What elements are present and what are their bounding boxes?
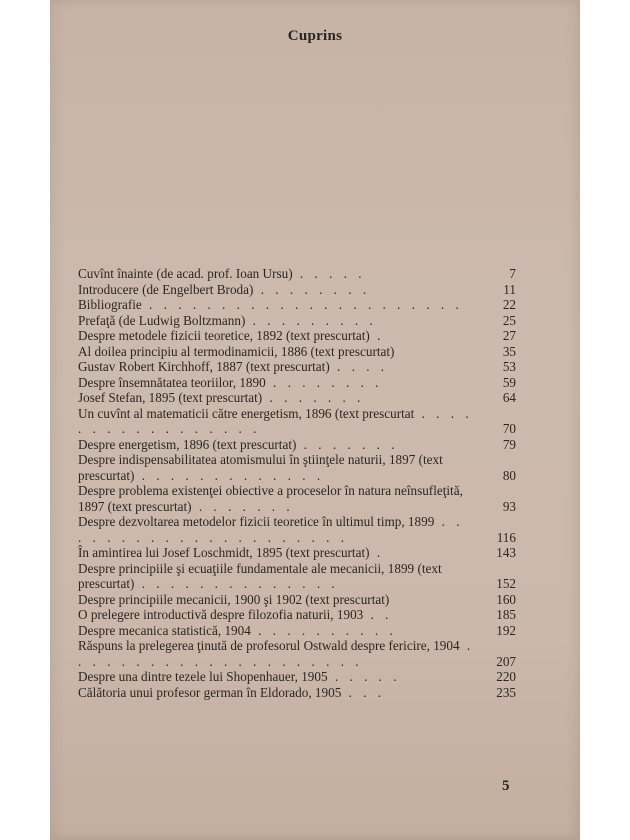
leader-dots: . . . . . . . . . . (250, 622, 397, 638)
entry-title: Despre mecanica statistică, 1904 (78, 622, 251, 638)
entry-title: În amintirea lui Josef Loschmidt, 1895 (text prescurtat) (78, 545, 370, 560)
leader-dots: . . . . . . . . (265, 374, 383, 390)
entry-page-number: 116 (496, 529, 516, 545)
entry-page-number: 160 (496, 591, 516, 607)
table-of-contents (78, 266, 516, 700)
toc-entry (78, 406, 516, 437)
toc-entry (78, 297, 516, 313)
entry-title: Despre una dintre tezele lui Shopenhauer, 1905 (78, 669, 328, 684)
entry-title: Despre metodele fizicii teoretice, 1892 (text prescurtat) (78, 328, 370, 343)
leader-dots: . . . . . . . . . (245, 312, 377, 328)
entry-page-number: 27 (502, 328, 516, 343)
entry-title: Despre problema existenţei obiective a proceselor în natura neînsufleţită, 1897 (text prescurtat) (78, 483, 463, 514)
entry-title: Despre principiile şi ecuaţiile fundamentale ale mecanicii, 1899 (text prescurtat) (78, 560, 442, 591)
toc-entry (78, 607, 516, 623)
entry-page-number: 152 (496, 576, 516, 591)
entry-title: Despre indispensabilitatea atomismului în ştiinţele naturii, 1897 (text prescurtat) (78, 452, 443, 483)
entry-page-number: 64 (502, 390, 516, 405)
leader-dots: . . . . . . . (296, 436, 399, 452)
entry-title: Cuvînt înainte (de acad. prof. Ioan Ursu) (78, 266, 293, 281)
leader-dots: . . . . . . . . . . . . . . . . . (78, 405, 473, 436)
entry-page-number: 22 (502, 297, 516, 312)
toc-entry (78, 344, 516, 360)
toc-entry (78, 514, 516, 545)
leader-dots: . . (363, 607, 393, 622)
entry-page-number: 235 (496, 684, 516, 700)
leader-dots: . . . . . (327, 669, 401, 684)
entry-title: Un cuvînt al matematicii către energetism, 1896 (text prescurtat (78, 405, 415, 421)
toc-entry (78, 328, 516, 344)
page-title: Cuprins (287, 28, 343, 44)
entry-title: O prelegere introductivă despre filozofia naturii, 1903 (78, 607, 364, 622)
toc-entry (78, 452, 516, 483)
entry-page-number: 53 (502, 359, 516, 374)
entry-page-number: 192 (496, 622, 516, 638)
toc-entry (78, 375, 516, 391)
leader-dots: . . . . . . . . . . . . . . . . . . . . . (78, 638, 475, 669)
entry-title: Călătoria unui profesor german în Eldorado, 1905 (78, 684, 342, 700)
leader-dots: . . . . . . . . . . . . . . . . . . . . . . (141, 297, 463, 312)
entry-page-number: 7 (509, 266, 516, 281)
toc-entry (78, 592, 516, 608)
toc-entry (78, 483, 516, 514)
leader-dots: . . . . (329, 359, 389, 374)
toc-entry (78, 561, 516, 592)
entry-page-number: 185 (496, 607, 516, 622)
toc-entry (78, 623, 516, 639)
leader-dots: . . . . . . . . (253, 281, 371, 297)
entry-title: Despre însemnătatea teoriilor, 1890 (78, 374, 266, 390)
toc-entry (78, 266, 516, 282)
leader-dots: . . . . . . . . . . . . . (134, 467, 325, 483)
leader-dots: . . . . . . . (191, 498, 294, 514)
entry-title: Gustav Robert Kirchhoff, 1887 (text prescurtat) (78, 359, 330, 374)
leader-dots: . . . . . . . (262, 390, 365, 405)
entry-title: Prefaţă (de Ludwig Boltzmann) (78, 312, 246, 328)
leader-dots: . . . . . . . . . . . . . . . . . . . . . (78, 514, 464, 545)
toc-entry (78, 669, 516, 685)
entry-title: Răspuns la prelegerea ţinută de profesorul Ostwald despre fericire, 1904 (78, 638, 460, 653)
entry-page-number: 35 (502, 343, 516, 359)
toc-entry (78, 437, 516, 453)
entry-title: Introducere (de Engelbert Broda) (78, 281, 254, 297)
entry-title: Josef Stefan, 1895 (text prescurtat) (78, 390, 263, 405)
entry-title: Despre dezvoltarea metodelor fizicii teoretice în ultimul timp, 1899 (78, 514, 435, 529)
entry-page-number: 93 (502, 498, 516, 514)
entry-page-number: 79 (502, 436, 516, 452)
entry-title: Bibliografie (78, 297, 142, 312)
toc-entry (78, 638, 516, 669)
entry-page-number: 11 (503, 281, 516, 297)
entry-page-number: 143 (496, 545, 516, 560)
leader-dots: . . . . . (292, 266, 366, 281)
toc-entry (78, 545, 516, 561)
toc-entry (78, 685, 516, 701)
leader-dots: . (369, 328, 385, 343)
toc-entry (78, 390, 516, 406)
toc-entry (78, 313, 516, 329)
entry-page-number: 59 (502, 374, 516, 390)
leader-dots: . . . (341, 684, 386, 700)
entry-title: Despre principiile mecanicii, 1900 şi 1902 (text prescurtat) (78, 591, 390, 607)
entry-page-number: 70 (502, 421, 516, 436)
leader-dots: . (369, 545, 385, 560)
entry-page-number: 80 (502, 467, 516, 483)
leader-dots: . . . . . . . . . . . . . . (134, 576, 339, 591)
toc-entry (78, 282, 516, 298)
entry-page-number: 207 (496, 653, 516, 669)
entry-page-number: 25 (502, 312, 516, 328)
toc-entry (78, 359, 516, 375)
book-page (50, 0, 580, 840)
entry-title: Al doilea principiu al termodinamicii, 1886 (text prescurtat) (78, 343, 395, 359)
page-number-folio: 5 (502, 778, 510, 794)
entry-page-number: 220 (496, 669, 516, 684)
entry-title: Despre energetism, 1896 (text prescurtat) (78, 436, 297, 452)
